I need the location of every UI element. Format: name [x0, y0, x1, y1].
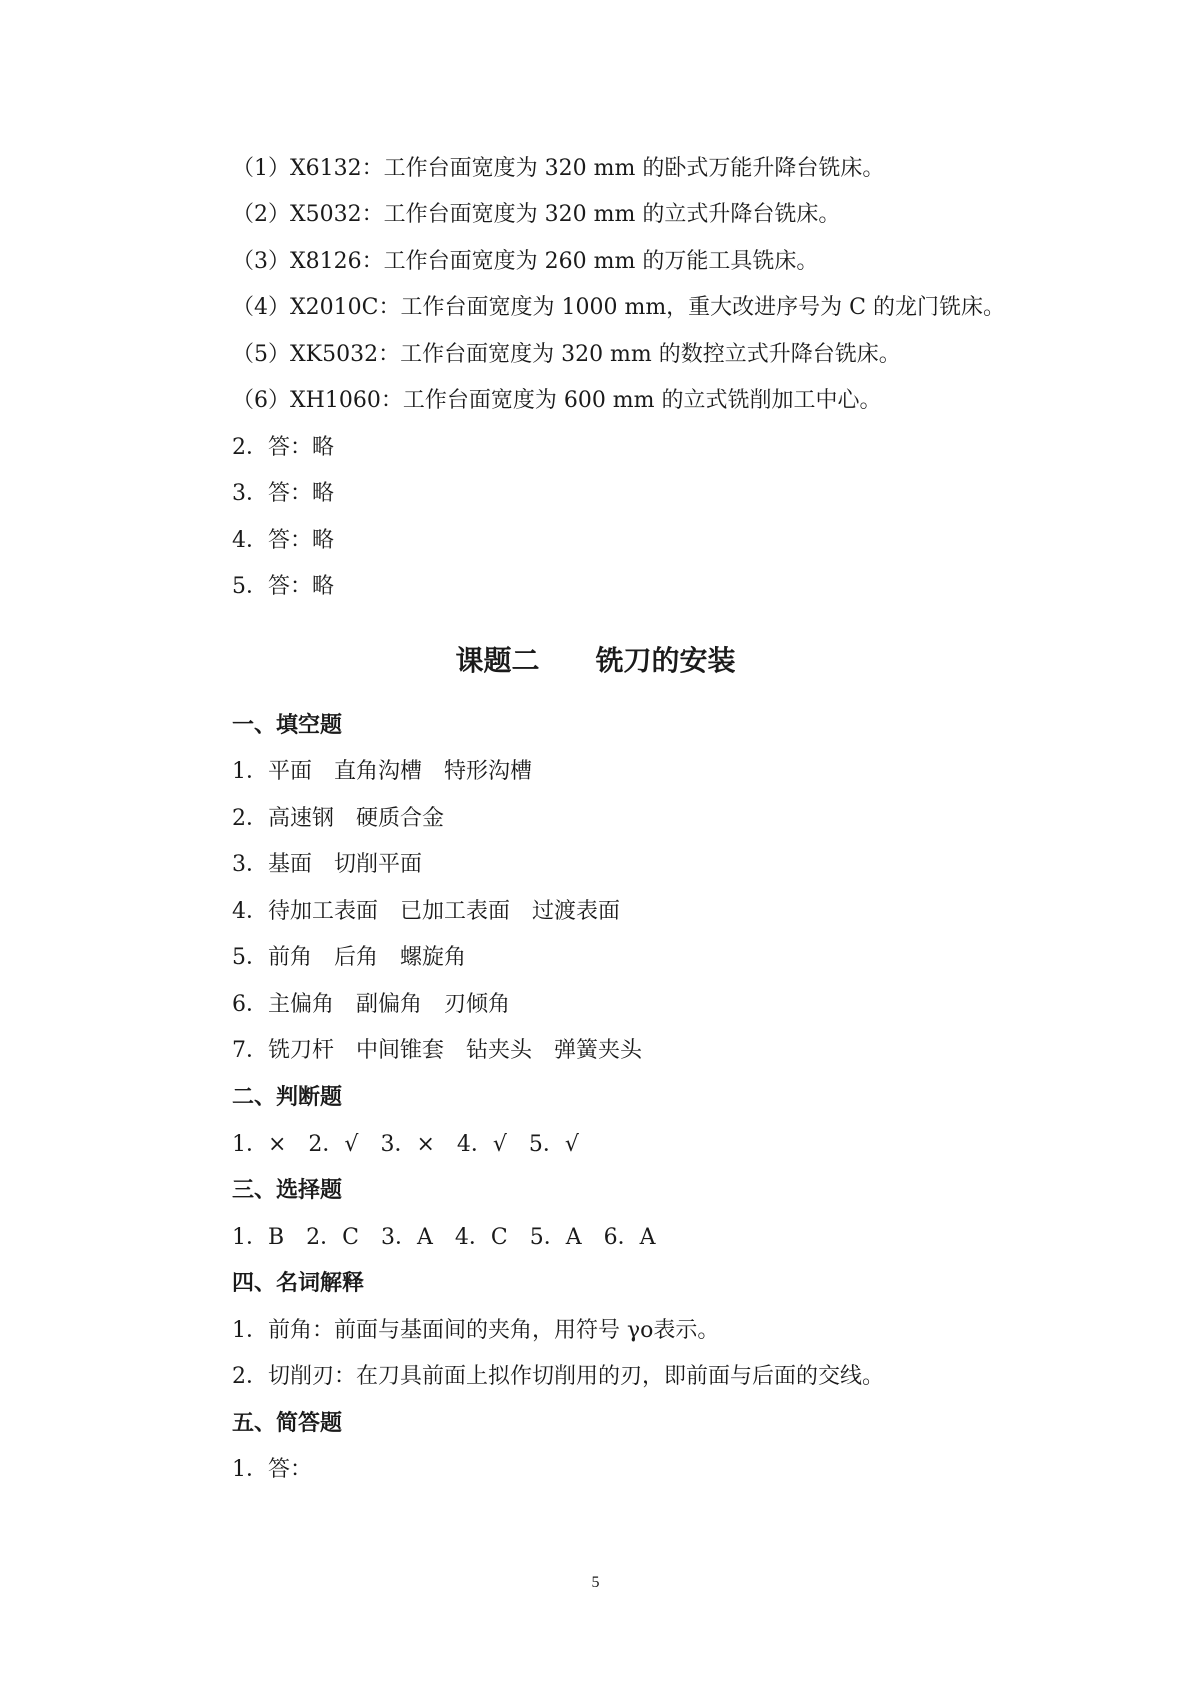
lesson-title: 课题二 铣刀的安装 — [455, 644, 736, 677]
answer-line-2: （2）X5032：工作台面宽度为 320 mm 的立式升降台铣床。 — [232, 202, 841, 227]
section-heading-multiple-choice: 三、选择题 — [232, 1178, 343, 1203]
fill-in-item: 6．主偏角 副偏角 刃倾角 — [232, 992, 510, 1017]
fill-in-item: 7．铣刀杆 中间锥套 钻夹头 弹簧夹头 — [232, 1038, 642, 1063]
answer-line-6: （6）XH1060：工作台面宽度为 600 mm 的立式铣削加工中心。 — [232, 388, 882, 413]
definition-item: 2．切削刃：在刀具前面上拟作切削用的刃，即前面与后面的交线。 — [232, 1364, 884, 1389]
fill-in-item: 5．前角 后角 螺旋角 — [232, 945, 466, 970]
short-answer-item: 1．答： — [232, 1457, 312, 1482]
true-false-answers: 1．× 2．√ 3．× 4．√ 5．√ — [232, 1132, 579, 1157]
answer-line-4: （4）X2010C：工作台面宽度为 1000 mm，重大改进序号为 C 的龙门铣床。 — [232, 295, 1005, 320]
fill-in-item: 4．待加工表面 已加工表面 过渡表面 — [232, 899, 620, 924]
section-heading-fill-in: 一、填空题 — [232, 713, 343, 738]
answer-line-1: （1）X6132：工作台面宽度为 320 mm 的卧式万能升降台铣床。 — [232, 156, 885, 181]
answer-line-5: （5）XK5032：工作台面宽度为 320 mm 的数控立式升降台铣床。 — [232, 342, 901, 367]
answer-line-3: （3）X8126：工作台面宽度为 260 mm 的万能工具铣床。 — [232, 249, 819, 274]
fill-in-item: 1．平面 直角沟槽 特形沟槽 — [232, 759, 532, 784]
page-number: 5 — [591, 1574, 600, 1591]
section-heading-true-false: 二、判断题 — [232, 1085, 343, 1110]
definition-item: 1．前角：前面与基面间的夹角，用符号 γo表示。 — [232, 1318, 720, 1343]
answer-line-8: 3．答：略 — [232, 481, 334, 506]
answer-line-7: 2．答：略 — [232, 435, 334, 460]
section-heading-short-answer: 五、简答题 — [232, 1411, 343, 1436]
multiple-choice-answers: 1．B 2．C 3．A 4．C 5．A 6．A — [232, 1225, 656, 1250]
answer-line-9: 4．答：略 — [232, 528, 334, 553]
answer-line-10: 5．答：略 — [232, 574, 334, 599]
fill-in-item: 3．基面 切削平面 — [232, 852, 422, 877]
section-heading-definitions: 四、名词解释 — [232, 1271, 365, 1296]
fill-in-item: 2．高速钢 硬质合金 — [232, 806, 444, 831]
